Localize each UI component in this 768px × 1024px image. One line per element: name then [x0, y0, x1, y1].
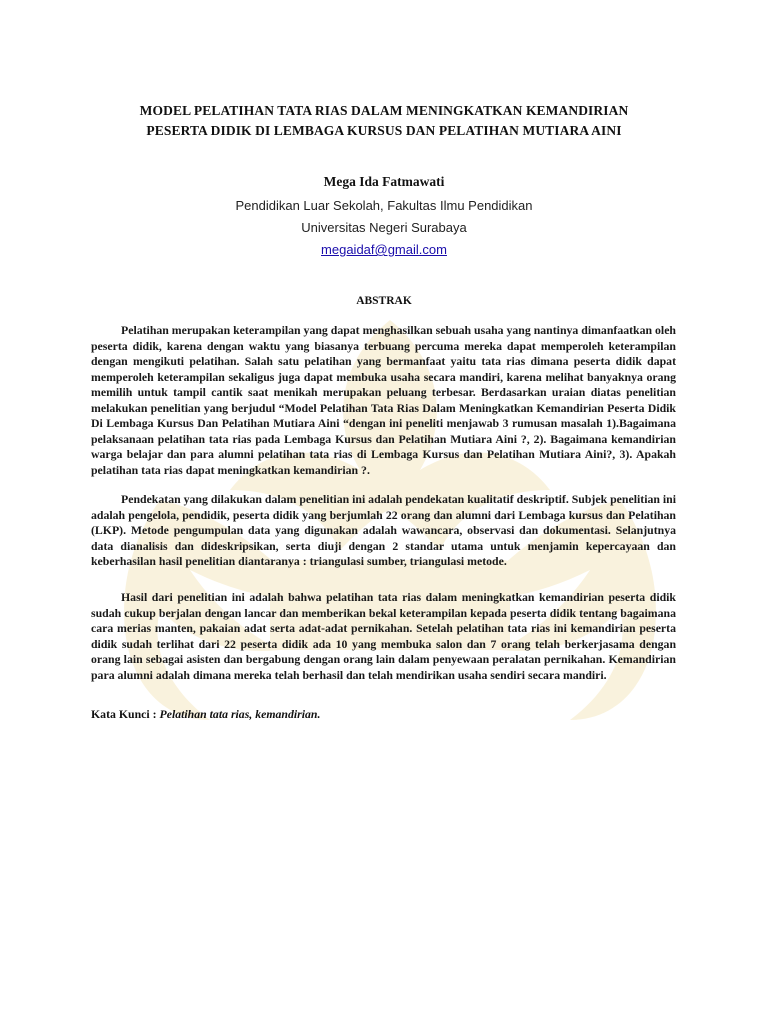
- title-line-2: PESERTA DIDIK DI LEMBAGA KURSUS DAN PELATIHAN MUTIARA AINI: [146, 123, 622, 138]
- email-link[interactable]: megaidaf@gmail.com: [321, 242, 447, 257]
- paper-title: [92, 101, 676, 141]
- keywords-text: Pelatihan tata rias, kemandirian.: [159, 707, 321, 721]
- keywords-label: Kata Kunci :: [91, 707, 160, 721]
- author-name: Mega Ida Fatmawati: [323, 174, 445, 189]
- author-email: [0, 242, 768, 258]
- title-line-1: MODEL PELATIHAN TATA RIAS DALAM MENINGKATKAN KEMANDIRIAN: [139, 103, 629, 118]
- abstract-paragraph-2: Pendekatan yang dilakukan dalam penelitian ini adalah pendekatan kualitatif deskriptif. Subjek penelitian ini adalah pengelola, pendidik, peserta didik yang berjumlah 22 orang dan alumni dari Lembaga kursus dan Pelatihan (LKP). Metode pengumpulan data yang digunakan adalah wawancara, observasi dan dokumentasi. Selanjutnya data dianalisis dan dideskripsikan, serta diuji dengan 2 standar utama untuk menjamin kepercayaan dan keberhasilan hasil penelitian diantaranya : triangulasi sumber, triangulasi metode.: [91, 492, 676, 568]
- abstract-paragraph-1: Pelatihan merupakan keterampilan yang dapat menghasilkan sebuah usaha yang nantinya dimanfaatkan oleh peserta didik, karena dengan waktu yang biasanya terbuang percuma mereka dapat memperoleh keterampilan dengan mengikuti pelatihan. Salah satu pelatihan yang bermanfaat yaitu tata rias dimana peserta didik dapat memperoleh keterampilan sekaligus juga dapat membuka usaha secara mandiri, karena melihat banyaknya orang memilih untuk tampil cantik saat menikah merupakan peluang terbesar. Berdasarkan uraian diatas penelitian melakukan penelitian yang berjudul “Model Pelatihan Tata Rias Dalam Meningkatkan Kemandirian Peserta Didik Di Lembaga Kursus Dan Pelatihan Mutiara Aini “dengan ini peneliti menjawab 3 rumusan masalah 1).Bagaimana pelaksanaan pelatihan tata rias pada Lembaga Kursus dan Pelatihan Mutiara Aini ?, 2). Bagaimana kemandirian warga belajar dan para alumni pelatihan tata rias di Lembaga Kursus dan Pelatihan Mutiara Aini?, 3). Apakah pelatihan tata rias dapat meningkatkan kemandirian ?.: [91, 323, 676, 477]
- affiliation-university: Universitas Negeri Surabaya: [301, 220, 467, 235]
- keywords: [91, 707, 676, 723]
- affiliation-faculty: Pendidikan Luar Sekolah, Fakultas Ilmu Pendidikan: [235, 198, 533, 213]
- abstract-paragraph-3: Hasil dari penelitian ini adalah bahwa pelatihan tata rias dalam meningkatkan kemandirian peserta didik sudah cukup berjalan dengan lancar dan memberikan bekal keterampilan kepada peserta didik tentang bagaimana cara merias manten, pakaian adat serta adat-adat pernikahan. Setelah pelatihan tata rias ini kemandirian peserta didik sudah terlihat dari 22 peserta didik ada 10 yang membuka salon dan 7 orang telah berkerjasama dengan orang lain sebagai asisten dan bergabung dengan orang lain dalam penyewaan peralatan pernikahan. Kemandirian para alumni adalah dimana mereka telah berhasil dan telah mendirikan usaha sendiri secara mandiri.: [91, 590, 676, 682]
- abstract-heading: ABSTRAK: [356, 295, 412, 307]
